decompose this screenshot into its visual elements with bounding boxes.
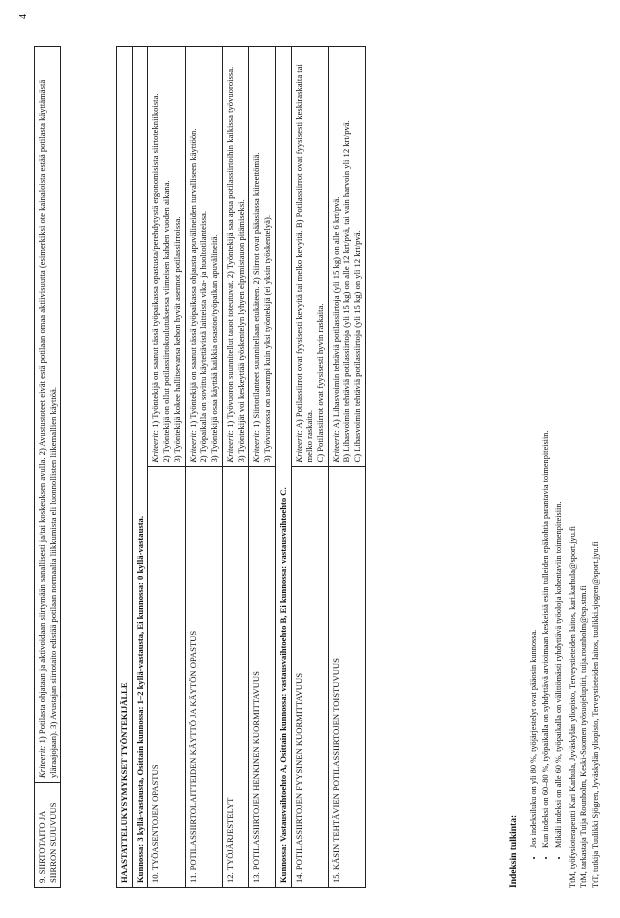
row-criteria <box>222 47 248 468</box>
author-line: TtT, tutkija Tuulikki Sjögren, Jyväskylän yliopisto, Terveystieteiden laitos, tuulikki.sjogren@sport.jyu.fi <box>590 541 600 888</box>
row-criteria <box>249 47 275 468</box>
rotated-page-content <box>12 8 612 908</box>
criteria-line <box>209 51 220 463</box>
table-row <box>328 47 365 888</box>
criteria-table-top <box>34 46 61 888</box>
criteria-text: A) Potilassiirrot ovat fyysisesti kevyitä tai melko kevyitä. B) Potilassiirrot ovat fyysisesti keskiraskaita tai melko raskaita. <box>293 64 315 463</box>
criteria-text: 2) Työpaikalla on sovittu käytettävistä laitteista vika- ja huoltotilanteissa. <box>198 210 209 463</box>
criteria-text: 1) Työvuoron suunnitellut tauot toteutuvat. 2) Työntekijä saa apua potilassiirtoihin kaikissa työvuoroissa. <box>224 66 235 431</box>
criteria-text: 3) Työvuorossa on useampi kuin yksi työntekijä (ei yksin työskentelyä). <box>262 215 273 463</box>
criteria-line <box>352 51 363 463</box>
criteria-line <box>198 51 209 463</box>
criteria-prefix: Kriteerit: <box>224 430 235 463</box>
section-header-row <box>117 47 133 888</box>
row-label: 12. TYÖJÄRJESTELYT <box>222 467 248 888</box>
criteria-text: 1) Siirtotilanteet suunnitellaan etukäteen. 2) Siirrot ovat pääasiassa kiireettömiä. <box>251 152 262 431</box>
criteria-line <box>341 51 352 463</box>
list-item: • Kun indeksi on 60–80 %, työpaikalla on syhdyttävä arvioimaan keskeisiä esiin tulleiden epäkohtia parantavia toimenpiteisiin. <box>541 38 551 848</box>
table-row <box>222 47 248 888</box>
row-criteria <box>35 47 61 783</box>
criteria-prefix: Kriteerit: <box>187 430 198 463</box>
table-row <box>291 47 328 888</box>
criteria-line <box>251 51 262 463</box>
table-row <box>35 47 61 888</box>
table-row <box>249 47 275 888</box>
criteria-table-main <box>116 46 366 888</box>
criteria-prefix: Kriteerit: <box>293 430 304 463</box>
row-label: 14. POTILASSIIRTOJEN FYYSINEN KUORMITTAVUUS <box>291 467 328 888</box>
criteria-prefix: Kriteerit: <box>330 430 341 463</box>
criteria-line <box>172 51 183 463</box>
criteria-line <box>262 51 273 463</box>
criteria-line <box>236 51 247 463</box>
row-label: 10. TYÖASENTOJEN OPASTUS <box>148 467 185 888</box>
index-interpretation <box>509 38 602 888</box>
interpretation-list <box>529 38 564 848</box>
section-title: HAASTATTELUKYSYMYKSET TYÖNTEKIJÄLLE <box>117 47 133 888</box>
criteria-text: 1) Työntekijä on saanut tässä työpaikassa ohjausta apuvälineiden turvalliseen käyttöön. <box>187 128 198 431</box>
row-criteria <box>148 47 185 468</box>
table-row <box>148 47 185 888</box>
criteria-text: 1) Työntekijä on saanut tässä työpaikassa opastusta/perehdytystä ergonomisista siirtotekniikoista. <box>150 93 161 431</box>
row-label: 11. POTILASSIIRTOLAITTEIDEN KÄYTTÖ JA KÄYTÖN OPASTUS <box>185 467 222 888</box>
author-line: TtM, työfysioterapeutti Kari Karhula, Jyväskylän yliopisto, Terveystieteiden laitos, kari.karhula@sport.jyu.fi <box>567 526 577 888</box>
criteria-line <box>188 51 199 463</box>
criteria-text: 3) Työntekijät voi keskeyttää työskentelyn lyhyen elpymistauon pitämiseksi. <box>235 199 246 463</box>
page-number: 4 <box>18 14 29 19</box>
scoring-text-2: Kunnossa: Vastausvaihtoehto A, Osittain kunnossa: vastausvaihtoehto B, Ei kunnossa: vastausvaihtoehto C. <box>275 47 291 888</box>
criteria-prefix: Kriteerit: <box>150 430 161 463</box>
scoring-row-1 <box>132 47 148 888</box>
criteria-text: C) Lihasvoimin tehtäviä potilassiirtoja (yli 15 kg) on yli 12 krt/pvä. <box>352 230 363 463</box>
criteria-prefix: Kriteerit: <box>37 745 47 778</box>
criteria-text: A) Lihasvoimin tehtäviä potilassiirtoja (yli 15 kg) on alle 6 krt/pvä. <box>330 196 341 431</box>
criteria-line <box>331 51 342 463</box>
criteria-text: 3) Työntekijä kokee hallitsevansa kehon hyvät asennot potilassiirroissa. <box>171 216 182 463</box>
list-item: • Jos indeksiluku on yli 80 %, työjärjestelyt ovat pääosin kunnossa. <box>529 38 539 848</box>
criteria-line <box>161 51 172 463</box>
table-row <box>185 47 222 888</box>
criteria-line <box>315 51 326 463</box>
criteria-line <box>294 51 315 463</box>
interpretation-title: Indeksin tulkinta: <box>509 814 519 888</box>
question-rows-b <box>291 47 365 888</box>
row-criteria <box>291 47 328 468</box>
row-label: 9. SIIRTOTAITO JA SIIRRON SUJUVUUS <box>35 783 61 888</box>
row-label: 13. POTILASSIIRTOJEN HENKINEN KUORMITTAVUUS <box>249 467 275 888</box>
criteria-line <box>150 51 161 463</box>
criteria-line <box>225 51 236 463</box>
row-criteria <box>185 47 222 468</box>
criteria-prefix: Kriteerit: <box>251 430 262 463</box>
row-criteria <box>328 47 365 468</box>
question-rows-a <box>148 47 275 888</box>
criteria-text: B) Lihasvoimin tehtäviä potilassiirtoja (yli 15 kg) on alle 12 krt/pvä, tai vain harvoin yli 12 krt/pvä. <box>341 120 352 463</box>
scoring-row-2 <box>275 47 291 888</box>
criteria-text: 3) Työntekijä osaa käyttää kaikkia osaston/työpaikan apuvälineitä. <box>209 234 220 463</box>
scoring-text-1: Kunnossa: 3 kyllä-vastausta, Osittain kunnossa: 1–2 kyllä-vastausta, Ei kunnossa: 0 kyllä-vastausta. <box>132 47 148 888</box>
author-line: TtM, tarkastaja Tuija Rounholm, Keski-Suomen työsuojelupiiri, tuija.rounholm@tsp.stm.fi <box>579 585 589 888</box>
criteria-text: 2) Työntekijä on ollut potilassiirtokoulutuksessa viimeisen kahden vuoden aikana. <box>161 180 172 463</box>
row-label: 15. KÄSIN TEHTÄVIEN POTILASSIIRTOJEN TOISTUVUUS <box>328 467 365 888</box>
criteria-text: 1) Potilasta ohjataan ja aktivoidaan siirtymään sanallisesti ja/tai koskeuksen avulla. 2) Avustustoteet eivät estä potilaan omaa aktiivisuutta (esimerkiksi ote kainaloista estää potilasta käyttämästä yläraajojaan). 3) Avustajan siirtotaito edistää potilaan normaalia liikkumista eli luonnollisten liikemallien käyttöä. <box>37 79 58 778</box>
criteria-text: C) Potilassiirrot ovat fyysisesti hyvin raskaita. <box>315 303 326 463</box>
list-item: • Mikäli indeksi on alle 60 %, työpaikalla on välittömästi ryhdyttävä työoloja kohentaviin toimenpiteisiin. <box>554 38 564 848</box>
